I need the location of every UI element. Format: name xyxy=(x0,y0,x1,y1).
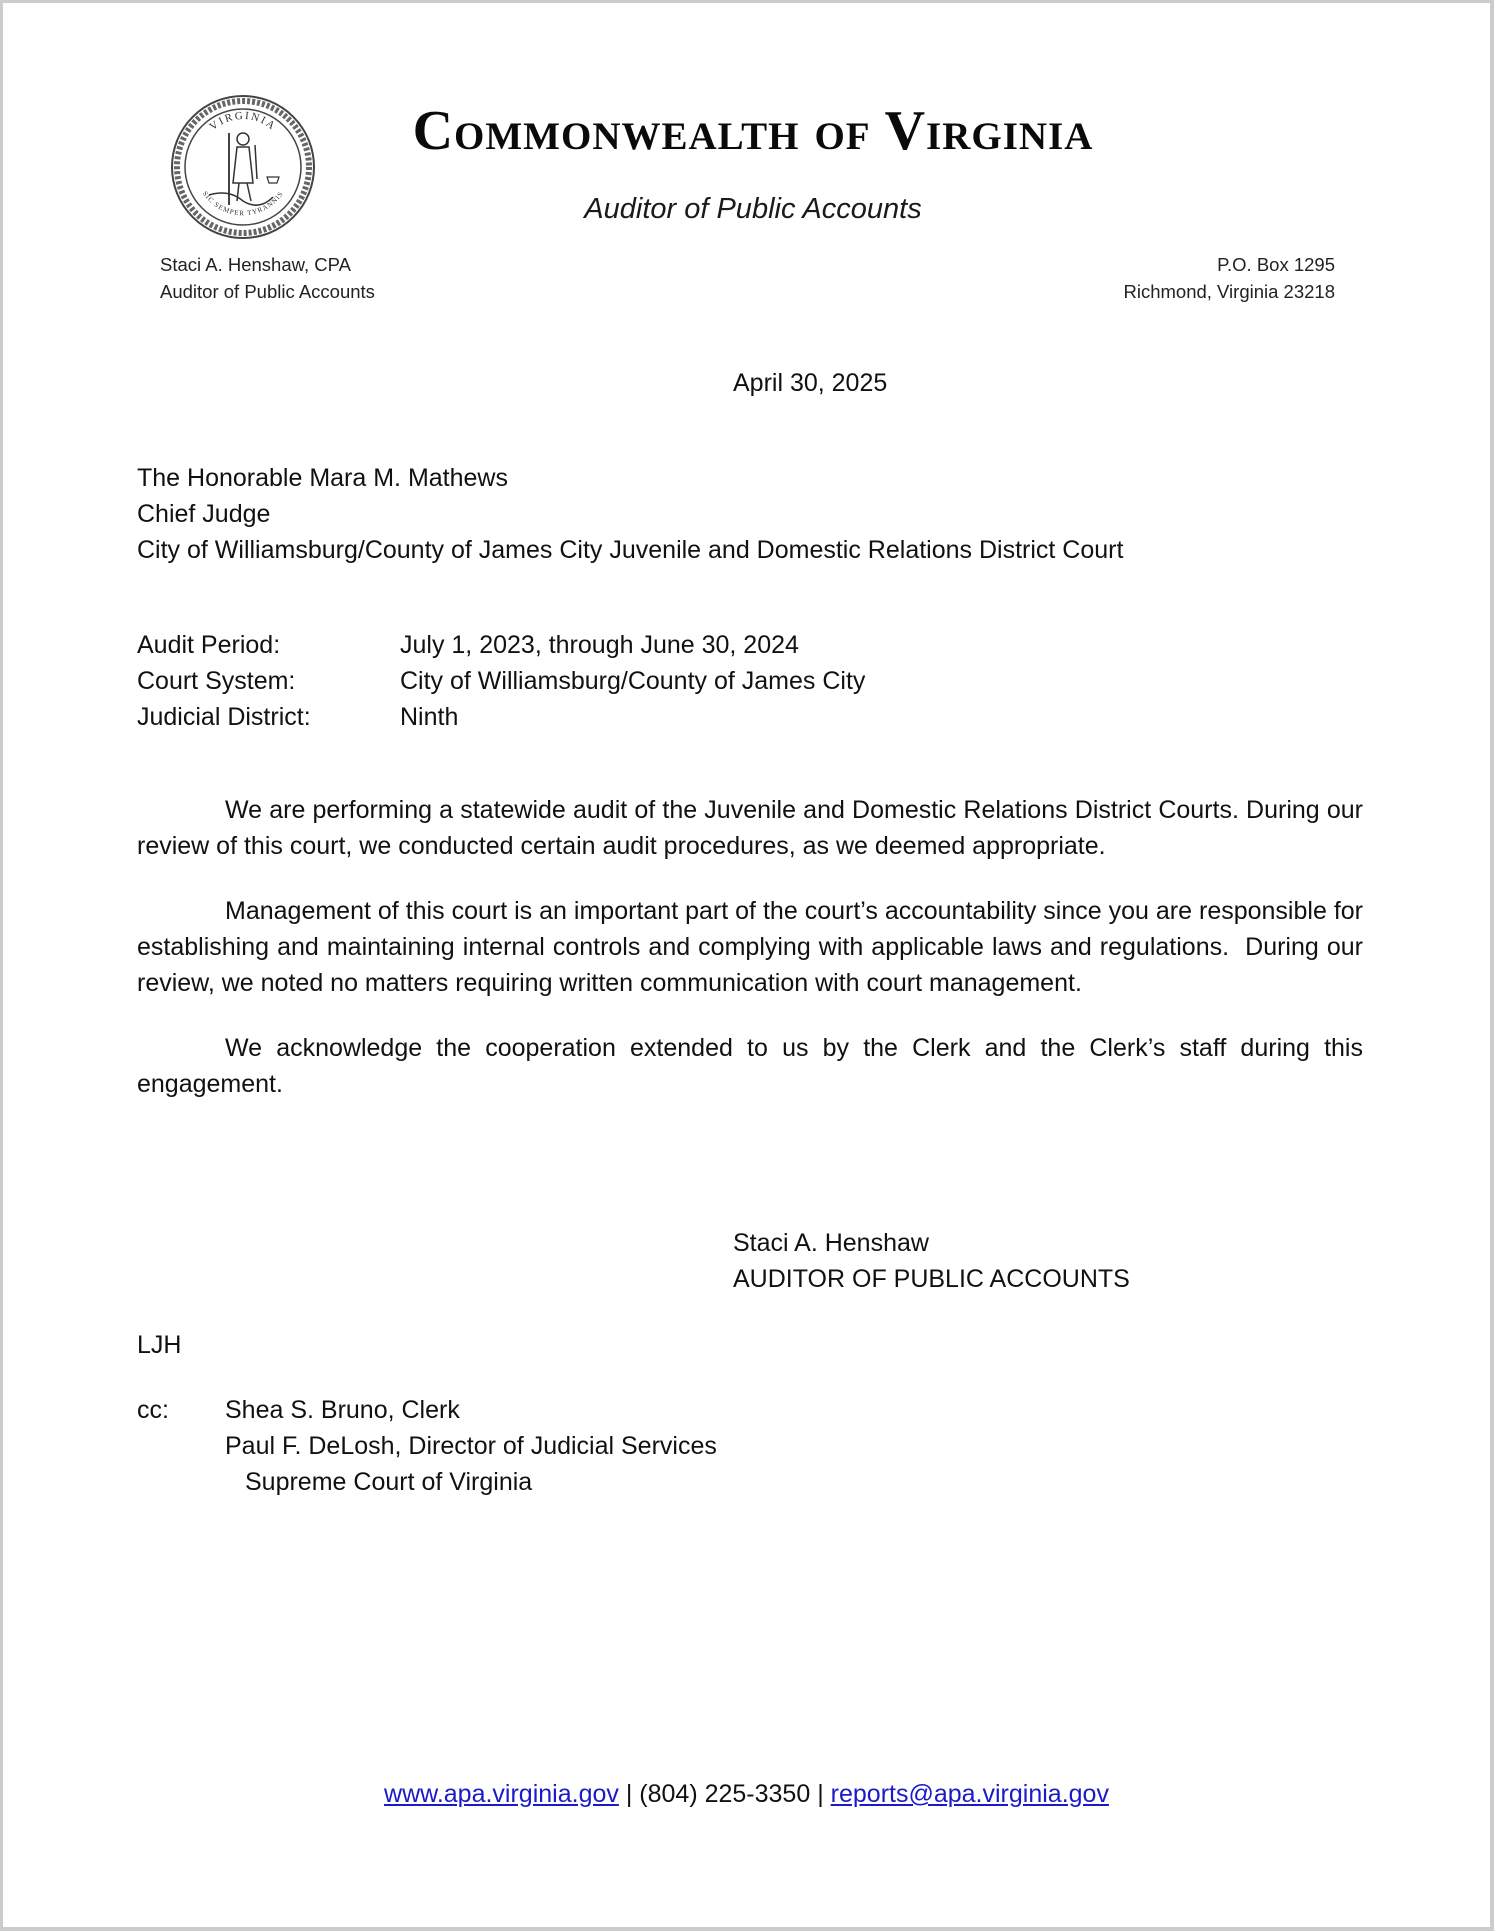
addressee-name: The Honorable Mara M. Mathews xyxy=(137,464,508,492)
letter-date: April 30, 2025 xyxy=(733,369,888,397)
address-line-1: P.O. Box 1295 xyxy=(1217,254,1335,275)
signer-title: AUDITOR OF PUBLIC ACCOUNTS xyxy=(733,1265,1130,1293)
court-system-value: City of Williamsburg/County of James City xyxy=(400,667,866,695)
court-system-row xyxy=(137,663,865,699)
auditor-contact xyxy=(160,251,375,305)
judicial-district-value: Ninth xyxy=(400,703,459,731)
audit-details xyxy=(137,627,865,735)
website-link[interactable]: www.apa.virginia.gov xyxy=(384,1780,619,1808)
judicial-district-row xyxy=(137,699,865,735)
letterhead-title: Commonwealth of Virginia xyxy=(412,100,1094,162)
cc-block xyxy=(137,1392,717,1500)
footer-separator: | xyxy=(817,1780,824,1808)
audit-period-value: July 1, 2023, through June 30, 2024 xyxy=(400,631,799,659)
cc-recipient: Shea S. Bruno, Clerk xyxy=(225,1396,460,1424)
addressee-block xyxy=(137,460,1123,568)
cc-recipient: Supreme Court of Virginia xyxy=(245,1468,533,1496)
body-paragraph: Management of this court is an important part of the court’s accountability since you are responsible for establishing and maintaining internal controls and complying with applicable laws and regulations. During our review, we noted no matters requiring written communication with court management. xyxy=(137,897,1370,997)
cc-spacer xyxy=(137,1428,225,1464)
typist-initials: LJH xyxy=(137,1331,182,1359)
body-paragraph: We are performing a statewide audit of the Juvenile and Domestic Relations District Courts. During our review of this court, we conducted certain audit procedures, as we deemed appropriate. xyxy=(137,796,1363,860)
cc-spacer xyxy=(137,1464,225,1500)
cc-row xyxy=(137,1392,717,1428)
signature-block xyxy=(733,1225,1130,1297)
addressee-title: Chief Judge xyxy=(137,500,271,528)
cc-label: cc: xyxy=(137,1396,169,1424)
signer-name: Staci A. Henshaw xyxy=(733,1229,929,1257)
cc-recipient: Paul F. DeLosh, Director of Judicial Services xyxy=(225,1432,717,1460)
virginia-state-seal-icon xyxy=(169,93,317,241)
address-line-2: Richmond, Virginia 23218 xyxy=(1123,281,1335,302)
email-link[interactable]: reports@apa.virginia.gov xyxy=(830,1780,1109,1808)
mailing-address xyxy=(1123,251,1335,305)
addressee-court: City of Williamsburg/County of James City Juvenile and Domestic Relations District Court xyxy=(137,536,1124,564)
audit-period-label: Audit Period: xyxy=(137,631,281,659)
judicial-district-label: Judicial District: xyxy=(137,703,311,731)
phone-number: (804) 225-3350 xyxy=(639,1780,811,1808)
svg-text:VIRGINIA: VIRGINIA xyxy=(207,109,279,134)
auditor-title: Auditor of Public Accounts xyxy=(160,281,375,302)
cc-row xyxy=(137,1464,717,1500)
footer-separator: | xyxy=(625,1780,633,1808)
svg-text:SIC SEMPER TYRANNIS: SIC SEMPER TYRANNIS xyxy=(200,189,286,218)
court-system-label: Court System: xyxy=(137,667,296,695)
cc-row xyxy=(137,1428,717,1464)
audit-period-row xyxy=(137,627,865,663)
letterhead-subtitle: Auditor of Public Accounts xyxy=(584,193,922,225)
body-paragraph: We acknowledge the cooperation extended to us by the Clerk and the Clerk’s staff during this engagement. xyxy=(137,1034,1363,1098)
letter-body xyxy=(137,792,1370,1131)
footer-contact xyxy=(3,1780,1490,1809)
auditor-name: Staci A. Henshaw, CPA xyxy=(160,254,351,275)
